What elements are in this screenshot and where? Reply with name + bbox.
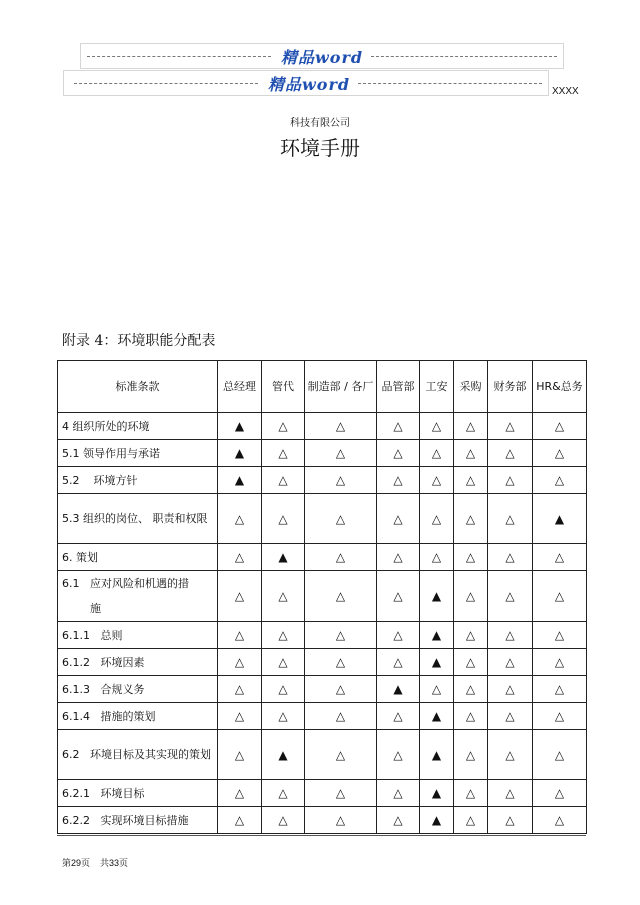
- participating-mark: △: [454, 649, 488, 676]
- responsible-mark: ▲: [218, 467, 262, 494]
- col-header: 管代: [262, 361, 305, 413]
- table-row: [58, 649, 587, 676]
- document-title: 环境手册: [280, 136, 360, 160]
- col-header: 采购: [454, 361, 488, 413]
- clause-text: 6.1.1 总则: [62, 628, 123, 642]
- participating-mark: △: [262, 780, 305, 807]
- table-row: [58, 622, 587, 649]
- participating-mark: △: [454, 544, 488, 571]
- col-header: HR&总务: [533, 361, 587, 413]
- participating-mark: △: [533, 622, 587, 649]
- participating-mark: △: [454, 807, 488, 834]
- clause-cell: [58, 703, 218, 730]
- participating-mark: △: [533, 676, 587, 703]
- clause-text: 5.1 领导作用与承诺: [62, 446, 160, 460]
- clause-cell: [58, 622, 218, 649]
- responsible-mark: ▲: [420, 780, 454, 807]
- participating-mark: △: [533, 440, 587, 467]
- participating-mark: △: [305, 622, 377, 649]
- clause-cell: [58, 494, 218, 544]
- participating-mark: △: [218, 676, 262, 703]
- participating-mark: △: [533, 467, 587, 494]
- participating-mark: △: [262, 440, 305, 467]
- clause-cell: [58, 544, 218, 571]
- dashed-rule-right: [358, 83, 542, 84]
- participating-mark: △: [262, 649, 305, 676]
- participating-mark: △: [305, 780, 377, 807]
- clause-cell: [58, 780, 218, 807]
- participating-mark: △: [305, 649, 377, 676]
- participating-mark: △: [454, 467, 488, 494]
- participating-mark: △: [454, 622, 488, 649]
- participating-mark: △: [420, 440, 454, 467]
- participating-mark: △: [305, 440, 377, 467]
- dashed-rule-right: [371, 56, 557, 57]
- clause-text: 6. 策划: [62, 550, 98, 564]
- table-body: [58, 413, 587, 834]
- clause-text: 6.1.4 措施的策划: [62, 709, 156, 723]
- table-row: [58, 703, 587, 730]
- participating-mark: △: [262, 807, 305, 834]
- participating-mark: △: [218, 649, 262, 676]
- dashed-rule-left: [87, 56, 271, 57]
- participating-mark: △: [488, 730, 533, 780]
- participating-mark: △: [533, 807, 587, 834]
- appendix-title: 附录 4：环境职能分配表: [62, 333, 216, 349]
- clause-cell: [58, 807, 218, 834]
- participating-mark: △: [305, 676, 377, 703]
- participating-mark: △: [533, 730, 587, 780]
- participating-mark: △: [262, 494, 305, 544]
- participating-mark: △: [377, 807, 420, 834]
- clause-cell: [58, 649, 218, 676]
- table-row: [58, 544, 587, 571]
- clause-text: 6.2 环境目标及其实现的策划: [62, 748, 211, 761]
- participating-mark: △: [454, 703, 488, 730]
- participating-mark: △: [420, 413, 454, 440]
- responsible-mark: ▲: [218, 413, 262, 440]
- participating-mark: △: [377, 467, 420, 494]
- watermark-banner-top: [80, 43, 564, 69]
- responsible-mark: ▲: [218, 440, 262, 467]
- participating-mark: △: [420, 676, 454, 703]
- participating-mark: △: [305, 413, 377, 440]
- col-header: 制造部 / 各厂: [305, 361, 377, 413]
- participating-mark: △: [533, 571, 587, 622]
- participating-mark: △: [377, 730, 420, 780]
- col-header: 工安: [420, 361, 454, 413]
- dashed-rule-left: [74, 83, 258, 84]
- participating-mark: △: [305, 494, 377, 544]
- participating-mark: △: [454, 780, 488, 807]
- participating-mark: △: [377, 544, 420, 571]
- table-row: [58, 780, 587, 807]
- participating-mark: △: [377, 622, 420, 649]
- participating-mark: △: [377, 703, 420, 730]
- clause-text: 6.1 应对风险和机遇的措: [62, 577, 189, 590]
- responsible-mark: ▲: [377, 676, 420, 703]
- clause-text: 6.1.3 合规义务: [62, 682, 145, 696]
- responsible-mark: ▲: [420, 571, 454, 622]
- participating-mark: △: [488, 703, 533, 730]
- clause-text: 5.2 环境方针: [62, 473, 138, 487]
- participating-mark: △: [305, 703, 377, 730]
- watermark-text: 精品word: [281, 48, 364, 67]
- participating-mark: △: [262, 676, 305, 703]
- participating-mark: △: [262, 467, 305, 494]
- watermark-text: 精品word: [268, 75, 351, 94]
- participating-mark: △: [454, 440, 488, 467]
- participating-mark: △: [533, 703, 587, 730]
- participating-mark: △: [218, 807, 262, 834]
- participating-mark: △: [488, 622, 533, 649]
- participating-mark: △: [488, 440, 533, 467]
- clause-text: 5.3 组织的岗位、 职责和权限: [62, 512, 208, 525]
- table-row: [58, 807, 587, 834]
- participating-mark: △: [262, 413, 305, 440]
- participating-mark: △: [305, 467, 377, 494]
- col-header: 财务部: [488, 361, 533, 413]
- watermark-banner-bottom: [63, 70, 549, 96]
- participating-mark: △: [488, 571, 533, 622]
- participating-mark: △: [377, 649, 420, 676]
- participating-mark: △: [305, 544, 377, 571]
- participating-mark: △: [377, 413, 420, 440]
- table-row: [58, 571, 587, 622]
- participating-mark: △: [454, 730, 488, 780]
- table-row: [58, 730, 587, 780]
- participating-mark: △: [420, 544, 454, 571]
- clause-cell: [58, 730, 218, 780]
- participating-mark: △: [454, 676, 488, 703]
- participating-mark: △: [377, 571, 420, 622]
- participating-mark: △: [377, 494, 420, 544]
- participating-mark: △: [488, 780, 533, 807]
- responsible-mark: ▲: [262, 544, 305, 571]
- participating-mark: △: [454, 413, 488, 440]
- participating-mark: △: [420, 494, 454, 544]
- participating-mark: △: [488, 544, 533, 571]
- participating-mark: △: [262, 571, 305, 622]
- responsible-mark: ▲: [262, 730, 305, 780]
- participating-mark: △: [218, 780, 262, 807]
- participating-mark: △: [454, 494, 488, 544]
- table-row: [58, 676, 587, 703]
- clause-text: 6.2.1 环境目标: [62, 786, 145, 800]
- participating-mark: △: [533, 649, 587, 676]
- participating-mark: △: [488, 494, 533, 544]
- participating-mark: △: [377, 780, 420, 807]
- table-row: [58, 494, 587, 544]
- responsible-mark: ▲: [420, 703, 454, 730]
- clause-text: 6.1.2 环境因素: [62, 655, 145, 669]
- clause-cell: [58, 467, 218, 494]
- col-header: 标准条款: [58, 361, 218, 413]
- clause-cell: [58, 571, 218, 622]
- participating-mark: △: [218, 622, 262, 649]
- table-header-row: [58, 361, 587, 413]
- participating-mark: △: [533, 544, 587, 571]
- participating-mark: △: [305, 807, 377, 834]
- table-row: [58, 413, 587, 440]
- participating-mark: △: [533, 413, 587, 440]
- participating-mark: △: [533, 780, 587, 807]
- participating-mark: △: [488, 676, 533, 703]
- table-row: [58, 467, 587, 494]
- participating-mark: △: [488, 467, 533, 494]
- participating-mark: △: [262, 622, 305, 649]
- clause-cell: [58, 676, 218, 703]
- participating-mark: △: [218, 494, 262, 544]
- participating-mark: △: [262, 703, 305, 730]
- clause-text-continued: 施: [90, 602, 101, 615]
- participating-mark: △: [218, 730, 262, 780]
- clause-cell: [58, 440, 218, 467]
- participating-mark: △: [454, 571, 488, 622]
- col-header: 品管部: [377, 361, 420, 413]
- participating-mark: △: [305, 730, 377, 780]
- participating-mark: △: [218, 703, 262, 730]
- responsible-mark: ▲: [420, 730, 454, 780]
- participating-mark: △: [488, 649, 533, 676]
- responsible-mark: ▲: [420, 649, 454, 676]
- function-allocation-table: [57, 360, 587, 834]
- participating-mark: △: [377, 440, 420, 467]
- footer-rule: [57, 835, 586, 836]
- page-number: 第29页 共33页: [62, 858, 129, 868]
- clause-cell: [58, 413, 218, 440]
- participating-mark: △: [488, 413, 533, 440]
- clause-text: 6.2.2 实现环境目标措施: [62, 813, 189, 827]
- participating-mark: △: [420, 467, 454, 494]
- participating-mark: △: [218, 571, 262, 622]
- company-name: 科技有限公司: [290, 118, 350, 129]
- clause-text: 4 组织所处的环境: [62, 419, 150, 433]
- responsible-mark: ▲: [533, 494, 587, 544]
- responsible-mark: ▲: [420, 622, 454, 649]
- participating-mark: △: [305, 571, 377, 622]
- participating-mark: △: [218, 544, 262, 571]
- participating-mark: △: [488, 807, 533, 834]
- header-doc-code: XXXX: [552, 86, 579, 97]
- responsible-mark: ▲: [420, 807, 454, 834]
- col-header: 总经理: [218, 361, 262, 413]
- table-row: [58, 440, 587, 467]
